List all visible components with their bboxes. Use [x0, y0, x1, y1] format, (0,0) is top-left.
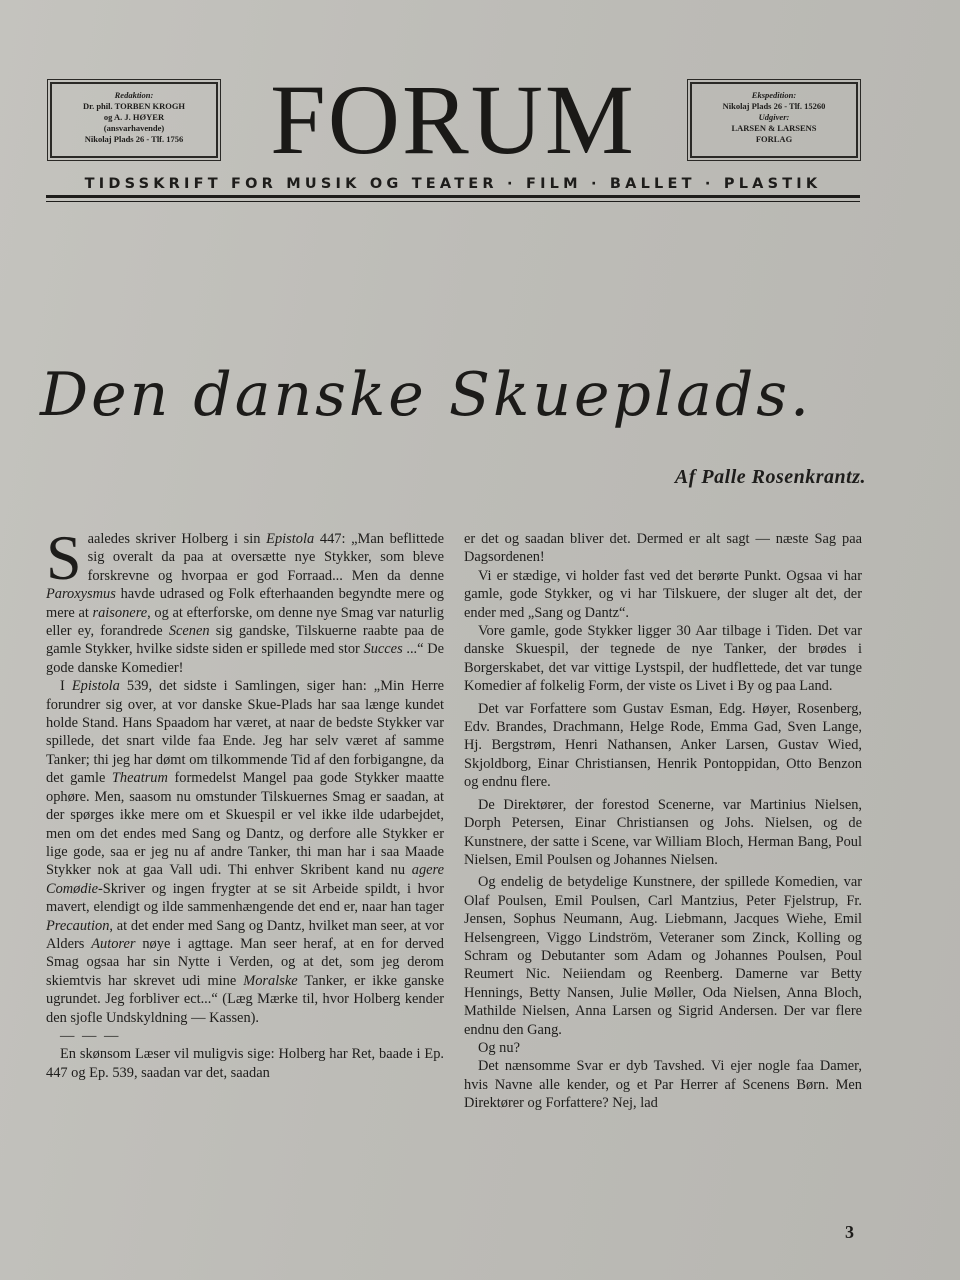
drop-cap: S — [46, 522, 82, 593]
editorial-box — [50, 82, 218, 158]
editors-line: Dr. phil. TORBEN KROGH — [82, 101, 186, 111]
expedition-box — [690, 82, 858, 158]
paragraph: En skønsom Læser vil muligvis sige: Holberg har Ret, baade i Ep. 447 og Ep. 539, saadan var det, saadan — [46, 1046, 444, 1081]
magazine-subtitle: TIDSSKRIFT FOR MUSIK OG TEATER · FILM · BALLET · PLASTIK — [84, 176, 822, 192]
magazine-title: FORUM — [270, 64, 636, 175]
paragraph: Og nu? — [478, 1039, 520, 1056]
expedition-address: Nikolaj Plads 26 - Tlf. 15260 — [722, 101, 826, 111]
publisher-line: LARSEN & LARSENS — [731, 123, 817, 133]
expedition-label: Ekspedition: — [751, 90, 797, 100]
page-number: 3 — [845, 1222, 854, 1242]
paragraph: er det og saadan bliver det. Dermed er alt sagt — næste Sag paa Dagsordenen! — [464, 531, 862, 566]
article-title: Den danske Skueplads. — [40, 360, 813, 430]
article-byline: Af Palle Rosenkrantz. — [674, 466, 866, 488]
editors-line: og A. J. HØYER — [103, 112, 165, 122]
publisher-label: Udgiver: — [758, 112, 790, 122]
text-column-right — [464, 530, 862, 1113]
paragraph: Vore gamle, gode Stykker ligger 30 Aar tilbage i Tiden. Det var danske Skuespil, der tegnede de nye Tanker, der brødes i Borgerskabet, det var vittige Lystspil, der hudflettede, det var tunge Komedier af folkelig Form, der viste os Livet i By og paa Land. — [464, 623, 862, 695]
paragraph: Det nænsomme Svar er dyb Tavshed. Vi ejer nogle faa Damer, hvis Navne alle kender, og et Par Herrer af Scenens Børn. Men Direktører og Forfattere? Nej, lad — [464, 1058, 862, 1112]
masthead-rule-thin — [46, 201, 860, 202]
masthead-rule-thick — [46, 195, 860, 198]
paragraph: Det var Forfattere som Gustav Esman, Edg. Høyer, Rosenberg, Edv. Brandes, Drachmann, Helge Rode, Emma Gad, Sven Lange, Hj. Bergstrøm, Henri Nathansen, Anker Larsen, Gustav Wied, Skjoldborg, Einar Christiansen, Henrik Pontoppidan, Otto Benzon og endnu flere. — [464, 700, 862, 791]
paragraph: Vi er stædige, vi holder fast ved det berørte Punkt. Ogsaa vi har gamle, gode Stykker, og vi har Tilskuere, der sluger alt det, der ender med „Sang og Dantz“. — [464, 567, 862, 621]
paragraph: De Direktører, der forestod Scenerne, var Martinius Nielsen, Dorph Petersen, Einar Christiansen og Johs. Nielsen, og de Kunstnere, der satte i Scene, var William Bloch, Herman Bang, Poul Nielsen, Emil Poulsen og Johannes Nielsen. — [464, 796, 862, 868]
text-column-left — [46, 522, 445, 1082]
paragraph: I Epistola 539, det sidste i Samlingen, siger han: „Min Herre forundrer sig over, at vor danske Skue-Plads har saa længe kundet holde Stand. Hans Spaadom har været, at naar de bedste Stykker var spillede, det snart vilde faa Ende. Jeg har selv været af samme Tanker; thi jeg har dømt om tilkommende Tid af den forbigangne, da det gamle Theatrum formedelst Mangel paa gode Stykker maatte ophøre. Men, saasom nu omstunder Tilskuernes Smag er saadan, at der spørges ikke mere om et Skuespil er vel ikke ilde udarbejdet, men om det endes med Sang og Dantz, og derfore alle Stykker er lige gode, saa er jeg nu af andre Tanker, thi man har i saa Maade Stykker nok at gaa Vall udi. Thi enhver Skribent kand nu agere Comødie-Skriver og ingen frygter at se sit Arbeide spildt, i hvor mavert, elendigt og ilde sammenhængende det end er, naar han tager Precaution, at det ender med Sang og Dantz, hvilket man seer, at vor Alders Autorer nøye i agttage. Man seer heraf, at en for derved Smag ogsaa har sin Nytte i Verden, og at det, som jeg derom skiemtvis har skrevet udi mine Moralske Tanker, er ikke ganske ugrundet. Jeg forbliver ect...“ (Læg Mærke til, hvor Holberg kender den sjofle Undskyldning — Kassen). — [46, 678, 445, 1026]
section-separator: — — — — [60, 1027, 121, 1044]
paragraph: Og endelig de betydelige Kunstnere, der spillede Komedien, var Olaf Poulsen, Emil Poulsen, Carl Mantzius, Peter Fjelstrup, Fr. Jensen, Sophus Neumann, Aug. Liebmann, Jacques Wiehe, Emil Helsengreen, Viggo Lindström, Veteraner som Zinck, Kolling og Schram og Debutanter som Adam og Johannes Poulsen, Poul Reumert Nic. Neiiendam og Reenberg. Damerne var Betty Hennings, Betty Nansen, Julie Møller, Oda Nielsen, Anna Bloch, Mathilde Nielsen, Anna Larsen og Sigrid Andersen. Der var flere endnu den Gang. — [464, 874, 862, 1038]
editorial-label: Redaktion: — [114, 90, 154, 100]
paragraph: Saaledes skriver Holberg i sin Epistola 447: „Man beflittede sig overalt da paa at oversætte nye Stykker, som bleve forskrevne og hvorpaa er god Forraad... Men da denne Paroxysmus havde udrased og Folk efterhaanden begyndte mere og mere at raisonere, og at efterforske, om denne nye Smag var naturlig eller ey, forandrede Scenen sig gandske, Tilskuerne raabte paa de gamle Stykker, hvilke sidste siden er spillede med stor Succes ...“ De gode danske Komedier! — [46, 522, 444, 676]
publisher-line: FORLAG — [755, 134, 793, 144]
editorial-address: Nikolaj Plads 26 - Tlf. 1756 — [84, 134, 184, 144]
editors-line: (ansvarhavende) — [103, 123, 165, 133]
masthead — [46, 64, 860, 206]
